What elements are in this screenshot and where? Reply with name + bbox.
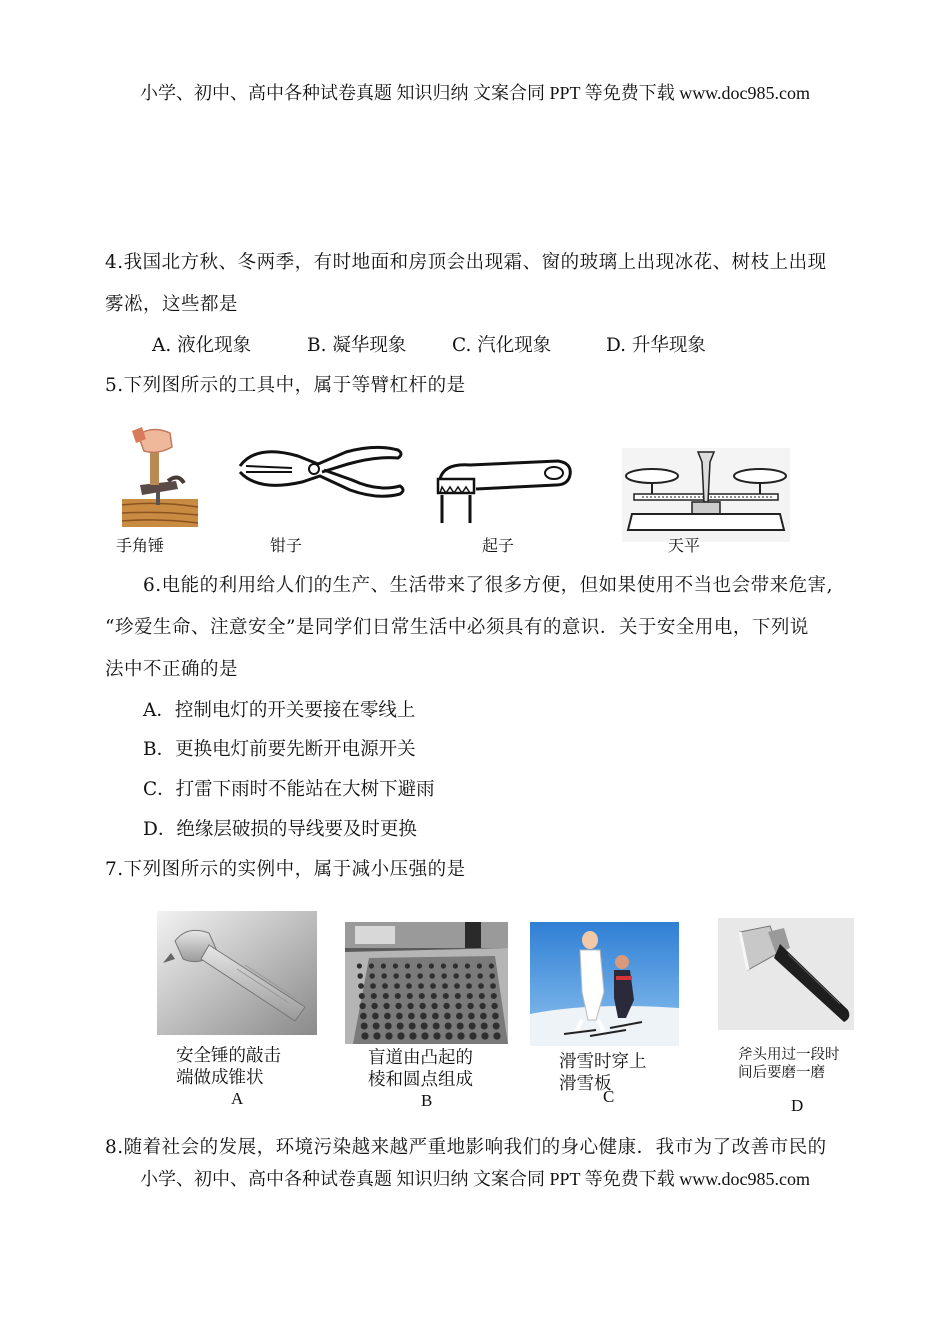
paving-dot	[481, 1023, 488, 1030]
q6-line-1: 6.电能的利用给人们的生产、生活带来了很多方便，但如果使用不当也会带来危害,	[143, 575, 834, 596]
paving-dot	[372, 1013, 379, 1020]
q7-a-caption-line1: 安全锤的敲击	[176, 1046, 281, 1066]
q6-line-3: 法中不正确的是	[105, 659, 239, 680]
paving-dot	[409, 1032, 416, 1039]
q7-d-caption-line2: 间后要磨一磨	[738, 1065, 825, 1081]
paving-dot	[481, 1032, 488, 1039]
q4-option-c: C. 汽化现象	[452, 335, 552, 356]
q5-stem: 5.下列图所示的工具中，属于等臂杠杆的是	[105, 375, 466, 396]
paving-dot	[421, 1032, 428, 1039]
q7-a-letter: A	[231, 1089, 244, 1108]
paving-dot	[465, 973, 471, 979]
paving-dot	[469, 1032, 476, 1039]
axe-image	[718, 918, 854, 1030]
paving-dot	[480, 1013, 487, 1020]
skiing-image	[530, 922, 679, 1046]
paving-dot	[445, 1023, 452, 1030]
q6-option-c: C．打雷下雨时不能站在大树下避雨	[143, 779, 435, 800]
paving-dot	[371, 1003, 377, 1009]
q4-option-a: A. 液化现象	[152, 335, 252, 356]
paving-dot	[370, 983, 376, 989]
q4-line-1: 4.我国北方秋、冬两季，有时地面和房顶会出现霜、窗的玻璃上出现冰花、树枝上出现	[105, 252, 827, 273]
q7-c-caption-line2: 滑雪板	[559, 1074, 612, 1094]
paving-dot	[361, 1023, 368, 1030]
paving-dot	[489, 963, 494, 968]
paving-dot	[489, 973, 495, 979]
paving-dot	[492, 1013, 499, 1020]
paving-dot	[395, 993, 401, 999]
paving-dot	[357, 963, 362, 968]
claw-hammer-image	[118, 425, 200, 530]
paving-dot	[441, 973, 447, 979]
q8-line-1: 8.随着社会的发展，环境污染越来越严重地影响我们的身心健康．我市为了改善市民的	[105, 1137, 827, 1158]
paving-dot	[429, 973, 435, 979]
paving-dot	[385, 1032, 392, 1039]
paving-dot	[467, 1003, 473, 1009]
tactile-paving-image	[345, 922, 508, 1044]
paving-dot	[442, 983, 448, 989]
paving-dot	[419, 993, 425, 999]
paving-dot	[479, 993, 485, 999]
q7-stem: 7.下列图所示的实例中，属于减小压强的是	[105, 859, 466, 880]
q7-b-caption-line1: 盲道由凸起的	[368, 1048, 473, 1068]
paving-dot	[373, 1032, 380, 1039]
paving-dot	[407, 993, 413, 999]
paving-dot	[430, 983, 436, 989]
paving-dot	[417, 963, 422, 968]
paving-dot	[359, 993, 365, 999]
paving-dot	[491, 993, 497, 999]
paving-dot	[433, 1023, 440, 1030]
paving-dot	[432, 1013, 439, 1020]
q7-d-letter: D	[791, 1096, 804, 1115]
paving-dot	[358, 983, 364, 989]
paving-dot	[493, 1023, 500, 1030]
q7-d-caption	[738, 1046, 840, 1082]
paving-dot	[453, 973, 459, 979]
paving-dot	[478, 983, 484, 989]
paving-dot	[369, 963, 374, 968]
q7-a-caption-line2: 端做成锥状	[176, 1068, 264, 1088]
paving-dot	[457, 1023, 464, 1030]
q5-label-opener: 起子	[482, 536, 515, 555]
paving-dot	[408, 1013, 415, 1020]
q6-line-2: “珍爱生命、注意安全”是同学们日常生活中必须具有的意识．关于安全用电，下列说	[105, 617, 809, 638]
paving-dot	[419, 1003, 425, 1009]
q6-option-b: B．更换电灯前要先断开电源开关	[143, 739, 416, 760]
q6-option-a: A．控制电灯的开关要接在零线上	[143, 700, 416, 721]
paving-dot	[453, 963, 458, 968]
paving-dot	[383, 1003, 389, 1009]
paving-dot	[373, 1023, 380, 1030]
paving-dot	[360, 1013, 367, 1020]
paving-dot	[371, 993, 377, 999]
paving-dot	[421, 1023, 428, 1030]
paving-dot	[405, 963, 410, 968]
paving-dot	[467, 993, 473, 999]
paving-dot	[359, 1003, 365, 1009]
paving-dot	[393, 973, 399, 979]
pliers-image	[236, 438, 406, 508]
q4-option-b: B. 凝华现象	[307, 335, 407, 356]
paving-dot	[384, 1013, 391, 1020]
paving-dot	[361, 1032, 368, 1039]
paving-dot	[433, 1032, 440, 1039]
paving-dot	[479, 1003, 485, 1009]
q4-option-d: D. 升华现象	[606, 335, 706, 356]
paving-dot	[431, 993, 437, 999]
paving-dot	[395, 1003, 401, 1009]
q7-b-caption	[368, 1047, 473, 1091]
q6-option-d: D．绝缘层破损的导线要及时更换	[143, 819, 417, 840]
paving-dot	[394, 983, 400, 989]
paving-dot	[455, 993, 461, 999]
paving-dot	[477, 973, 483, 979]
q5-label-balance: 天平	[668, 536, 701, 555]
paving-dot	[431, 1003, 437, 1009]
paving-dot	[420, 1013, 427, 1020]
paving-dot	[490, 983, 496, 989]
paving-dot	[469, 1023, 476, 1030]
paving-dot	[417, 973, 423, 979]
paving-dot	[443, 993, 449, 999]
safety-hammer-image	[157, 911, 317, 1035]
paving-dot	[385, 1023, 392, 1030]
paving-dot	[491, 1003, 497, 1009]
q7-a-caption	[176, 1045, 281, 1089]
q7-c-letter: C	[603, 1087, 615, 1106]
paving-dot	[406, 983, 412, 989]
paving-dot	[397, 1023, 404, 1030]
paving-dot	[396, 1013, 403, 1020]
q4-line-2: 雾凇，这些都是	[105, 294, 239, 315]
q5-label-hammer: 手角锤	[116, 536, 165, 555]
paving-dot	[407, 1003, 413, 1009]
q7-b-letter: B	[421, 1091, 433, 1110]
paving-dot	[383, 993, 389, 999]
paving-dot	[457, 1032, 464, 1039]
paving-dot	[405, 973, 411, 979]
paving-dot	[382, 983, 388, 989]
paving-dot	[477, 963, 482, 968]
paving-dot	[441, 963, 446, 968]
paving-dot	[357, 973, 363, 979]
paving-dot	[369, 973, 375, 979]
paving-dot	[493, 1032, 500, 1039]
paving-dot	[381, 963, 386, 968]
page-footer: 小学、初中、高中各种试卷真题 知识归纳 文案合同 PPT 等免费下载 www.doc985.com	[140, 1169, 810, 1189]
q7-d-caption-line1: 斧头用过一段时	[738, 1047, 840, 1063]
q7-b-caption-line2: 棱和圆点组成	[368, 1070, 473, 1090]
paving-dot	[429, 963, 434, 968]
paving-dot	[444, 1013, 451, 1020]
q5-label-pliers: 钳子	[270, 536, 303, 555]
paving-dot	[393, 963, 398, 968]
paving-dot	[397, 1032, 404, 1039]
paving-dot	[465, 963, 470, 968]
q7-c-caption-line1: 滑雪时穿上	[559, 1052, 647, 1072]
paving-dot	[455, 1003, 461, 1009]
bottle-opener-image	[430, 455, 575, 527]
paving-dot	[454, 983, 460, 989]
paving-dot	[381, 973, 387, 979]
paving-dot	[456, 1013, 463, 1020]
paving-dot	[443, 1003, 449, 1009]
paving-dot	[409, 1023, 416, 1030]
paving-dot	[445, 1032, 452, 1039]
paving-dot	[468, 1013, 475, 1020]
page-header: 小学、初中、高中各种试卷真题 知识归纳 文案合同 PPT 等免费下载 www.doc985.com	[140, 83, 810, 103]
balance-scale-image	[622, 448, 790, 542]
paving-dot	[466, 983, 472, 989]
paving-dot	[418, 983, 424, 989]
